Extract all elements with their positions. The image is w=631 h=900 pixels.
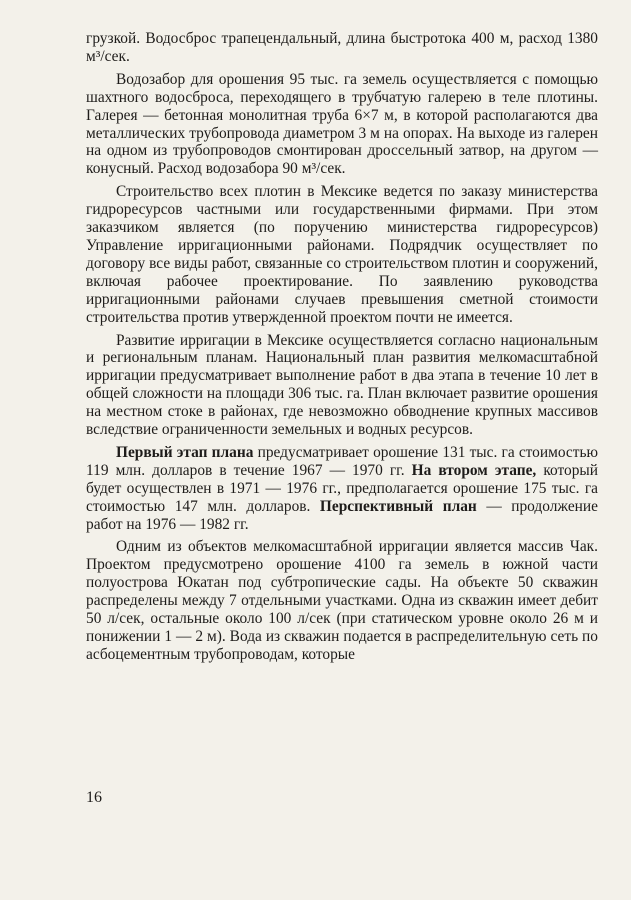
text-run: Водозабор для орошения 95 тыс. га земель осуществляется с помощью шахтного водосброса, переходящего в трубчатую галерею в теле плотины. Галерея — бетонная монолитная труба 6×7 м, в которой располагаются два металлических трубопровода диаметром 3 м на опорах. На выходе из галерен на одном из трубопроводов смонтирован дроссельный затвор, на другом — конусный. Расход водозабора 90 м³/сек.	[86, 70, 598, 178]
body-text	[86, 30, 598, 664]
bold-term: Перспективный план	[319, 497, 477, 515]
text-run: грузкой. Водосброс трапецендальный, длина быстротока 400 м, расход 1380 м³/сек.	[86, 30, 598, 65]
text-run: предусматривает орошение 131 тыс. га стоимостью 119 млн. долларов в течение 1967 — 1970 гг.	[86, 443, 598, 479]
bold-term: На втором этапе,	[411, 461, 537, 479]
text-run: который будет осуществлен в 1971 — 1976 гг., предполагается орошение 175 тыс. га стоимостью 147 млн. долларов.	[86, 461, 599, 515]
paragraph-4	[86, 332, 598, 439]
text-run: Развитие ирригации в Мексике осуществляется согласно национальным и региональным планам. Национальный план развития мелкомасштабной ирригации предусматривает выполнение работ в два этапа в течение 10 лет в общей сложности на площади 306 тыс. га. План включает развитие орошения на местном стоке в районах, где невозможно обводнение крупных массивов вследствие ограниченности земельных и водных ресурсов.	[86, 331, 598, 439]
bold-term: Первый этап плана	[116, 443, 254, 461]
page-number: 16	[86, 789, 102, 806]
paragraph-2	[86, 71, 598, 178]
text-run: Одним из объектов мелкомасштабной ирригации является массив Чак. Проектом предусмотрено орошение 4100 га земель в южной части полуострова Юкатан под субтропические сады. На объекте 50 скважин распределены между 7 отдельными участками. Одна из скважин имеет дебит 50 л/сек, остальные около 100 л/сек (при статическом уровне около 26 м и понижении 1 — 2 м). Вода из скважин подается в распределительную сеть по асбоцементным трубопроводам, которые	[86, 538, 598, 663]
text-run: — продолжение работ на 1976 — 1982 гг.	[86, 497, 598, 533]
paragraph-1	[86, 30, 598, 66]
paragraph-5	[86, 444, 598, 534]
paragraph-3	[86, 183, 598, 326]
paragraph-6	[86, 538, 598, 663]
text-run: Строительство всех плотин в Мексике ведется по заказу министерства гидроресурсов частными или государственными фирмами. При этом заказчиком является (по поручению министерства гидроресурсов) Управление ирригационными районами. Подрядчик осуществляет по договору все виды работ, связанные со строительством плотин и сооружений, включая рабочее проектирование. По заявлению руководства ирригационными районами случаев превышения сметной стоимости строительства против утвержденной проектом почти не имеется.	[86, 183, 598, 326]
